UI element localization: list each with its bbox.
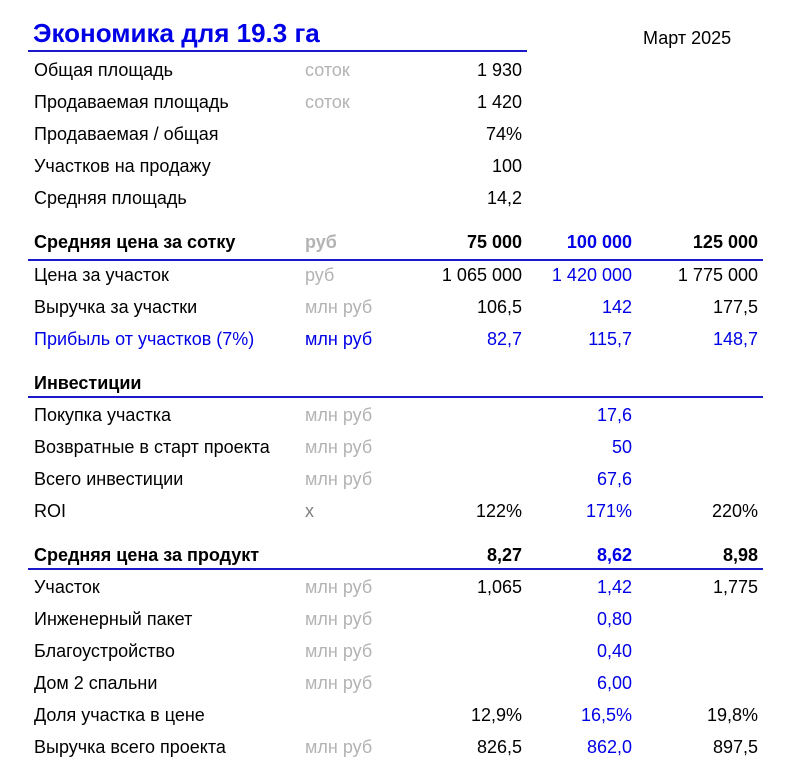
row-value-2: 16,5% [580,705,632,725]
row-label: Возвратные в старт проекта [34,437,270,457]
row-value-1: 106,5 [476,297,522,317]
row-label: Инвестиции [34,373,142,393]
row-unit: млн руб [305,641,373,661]
row-average-area [0,182,792,214]
row-value-1: 82,7 [486,329,522,349]
row-value-3: 897,5 [712,737,758,757]
row-value-2: 1 420 000 [551,265,632,285]
row-value-3: 8,98 [722,545,758,565]
page-title: Экономика для 19.3 га [33,18,320,48]
row-value-2: 0,80 [596,609,632,629]
row-unit: млн руб [305,437,373,457]
row-label: Средняя цена за сотку [34,232,236,252]
row-value-2: 171% [585,501,632,521]
row-label: Доля участка в цене [34,705,205,725]
row-value-3: 19,8% [706,705,758,725]
row-unit: млн руб [305,405,373,425]
row-unit: x [305,501,314,521]
row-label: Общая площадь [34,60,174,80]
section-header-product-price [0,539,792,571]
row-value-1: 12,9% [470,705,522,725]
row-unit: млн руб [305,469,373,489]
row-label: ROI [34,501,67,521]
row-unit: руб [305,232,337,252]
row-value-1: 74% [485,124,522,144]
row-label: Средняя площадь [34,188,187,208]
row-plot-price [0,259,792,291]
row-plot-share [0,699,792,731]
row-value-2: 17,6 [596,405,632,425]
row-plots-for-sale [0,150,792,182]
row-value-3: 177,5 [712,297,758,317]
row-label: Благоустройство [34,641,175,661]
row-value-1: 826,5 [476,737,522,757]
row-label: Покупка участка [34,405,171,425]
row-label: Продаваемая площадь [34,92,229,112]
row-label: Всего инвестиции [34,469,184,489]
row-value-1: 14,2 [486,188,522,208]
row-engineering-package [0,603,792,635]
row-value-3: 1,775 [712,577,758,597]
row-value-1: 75 000 [466,232,522,252]
row-label: Выручка за участки [34,297,198,317]
row-value-3: 148,7 [712,329,758,349]
title-divider [28,50,527,52]
row-unit: млн руб [305,609,373,629]
row-unit: млн руб [305,673,373,693]
row-label: Участков на продажу [34,156,211,176]
row-value-2: 67,6 [596,469,632,489]
row-value-2: 50 [611,437,632,457]
row-sellable-ratio [0,118,792,150]
row-unit: млн руб [305,577,373,597]
row-value-3: 1 775 000 [677,265,758,285]
row-value-1: 1 930 [476,60,522,80]
row-value-2: 0,40 [596,641,632,661]
row-total-area [0,54,792,86]
row-value-2: 115,7 [588,329,632,349]
row-value-1: 1 065 000 [441,265,522,285]
row-value-2: 8,62 [596,545,632,565]
row-refundable-start [0,431,792,463]
row-value-1: 122% [475,501,522,521]
row-value-2: 100 000 [566,232,632,252]
section-header-price-per-sotka [0,226,792,258]
row-value-2: 862,0 [586,737,632,757]
row-label: Продаваемая / общая [34,124,219,144]
row-land-purchase [0,399,792,431]
row-value-1: 1,065 [476,577,522,597]
row-unit: соток [305,60,350,80]
section-header-investments [0,367,792,399]
row-label: Средняя цена за продукт [34,545,260,565]
row-label: Цена за участок [34,265,169,285]
row-value-1: 100 [491,156,522,176]
row-roi [0,495,792,527]
row-value-3: 220% [711,501,758,521]
row-label: Участок [34,577,100,597]
row-value-1: 1 420 [476,92,522,112]
row-label: Дом 2 спальни [34,673,158,693]
row-plot-profit [0,323,792,355]
row-plot [0,571,792,603]
section-divider [28,396,763,398]
row-unit: млн руб [305,737,373,757]
row-label: Прибыль от участков (7%) [34,329,255,349]
row-label: Выручка всего проекта [34,737,226,757]
row-value-3: 125 000 [692,232,758,252]
row-project-revenue [0,731,792,763]
row-value-1: 8,27 [486,545,522,565]
row-value-2: 142 [601,297,632,317]
row-plot-revenue [0,291,792,323]
row-value-2: 6,00 [596,673,632,693]
row-sellable-area [0,86,792,118]
row-unit: млн руб [305,297,373,317]
row-unit: млн руб [305,329,373,349]
report-date: Март 2025 [643,28,732,48]
row-value-2: 1,42 [596,577,632,597]
section-divider [28,568,763,570]
row-unit: руб [305,265,335,285]
row-total-investments [0,463,792,495]
row-label: Инженерный пакет [34,609,193,629]
row-unit: соток [305,92,350,112]
row-landscaping [0,635,792,667]
row-house [0,667,792,699]
